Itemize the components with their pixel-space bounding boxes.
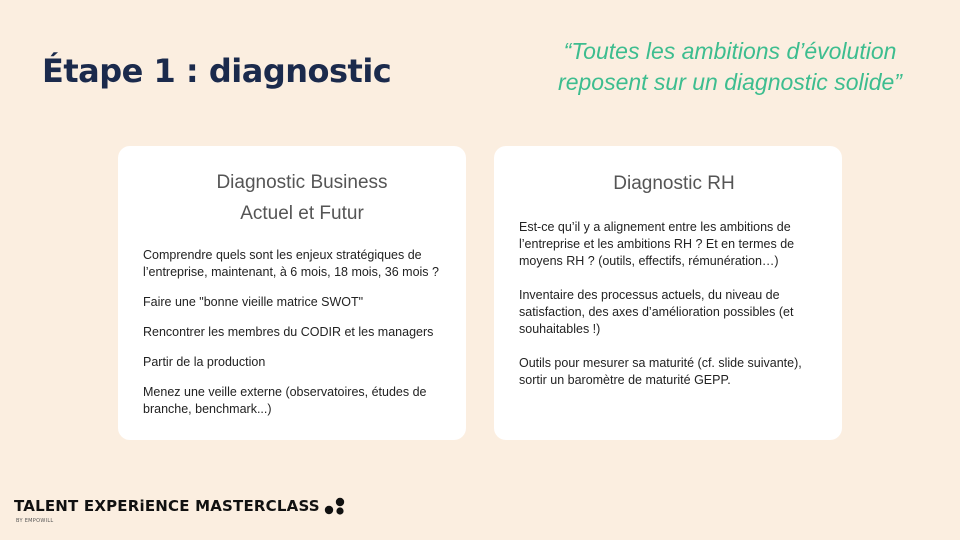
brand-logo [14, 496, 346, 516]
business-diagnostic-card [118, 146, 466, 440]
hr-diagnostic-card [494, 146, 842, 440]
quote [520, 36, 940, 98]
card-items [143, 247, 453, 418]
card-title [494, 168, 854, 199]
brand-tagline: BY EMPOWILL [16, 518, 54, 524]
card-item: Inventaire des processus actuels, du niveau de satisfaction, des axes d’amélioration possibles (et souhaitables !) [519, 288, 794, 336]
card-title-line: Actuel et Futur [240, 203, 364, 224]
card-item: Comprendre quels sont les enjeux stratégiques de l’entreprise, maintenant, à 6 mois, 18 mois, 36 mois ? [143, 248, 439, 279]
quote-line: reposent sur un diagnostic solide” [558, 69, 902, 95]
card-item: Outils pour mesurer sa maturité (cf. slide suivante), sortir un baromètre de maturité GEPP. [519, 356, 802, 387]
card-items [519, 219, 829, 389]
page-title: Étape 1 : diagnostic [42, 52, 392, 90]
card-item: Rencontrer les membres du CODIR et les managers [143, 325, 434, 339]
quote-line: “Toutes les ambitions d’évolution [563, 38, 897, 64]
card-item: Est-ce qu’il y a alignement entre les ambitions de l’entreprise et les ambitions RH ? Et en termes de moyens RH ? (outils, effectifs, rémunération…) [519, 220, 795, 268]
card-item: Partir de la production [143, 355, 266, 369]
card-item: Faire une "bonne vieille matrice SWOT" [143, 295, 364, 309]
card-title [118, 167, 486, 229]
dots-logo-icon [324, 496, 346, 516]
card-title-line: Diagnostic Business [216, 172, 388, 193]
brand-name: TALENT EXPERiENCE MASTERCLASS [14, 497, 320, 515]
card-title-line: Diagnostic RH [613, 173, 735, 194]
card-item: Menez une veille externe (observatoires, études de branche, benchmark...) [143, 385, 427, 416]
